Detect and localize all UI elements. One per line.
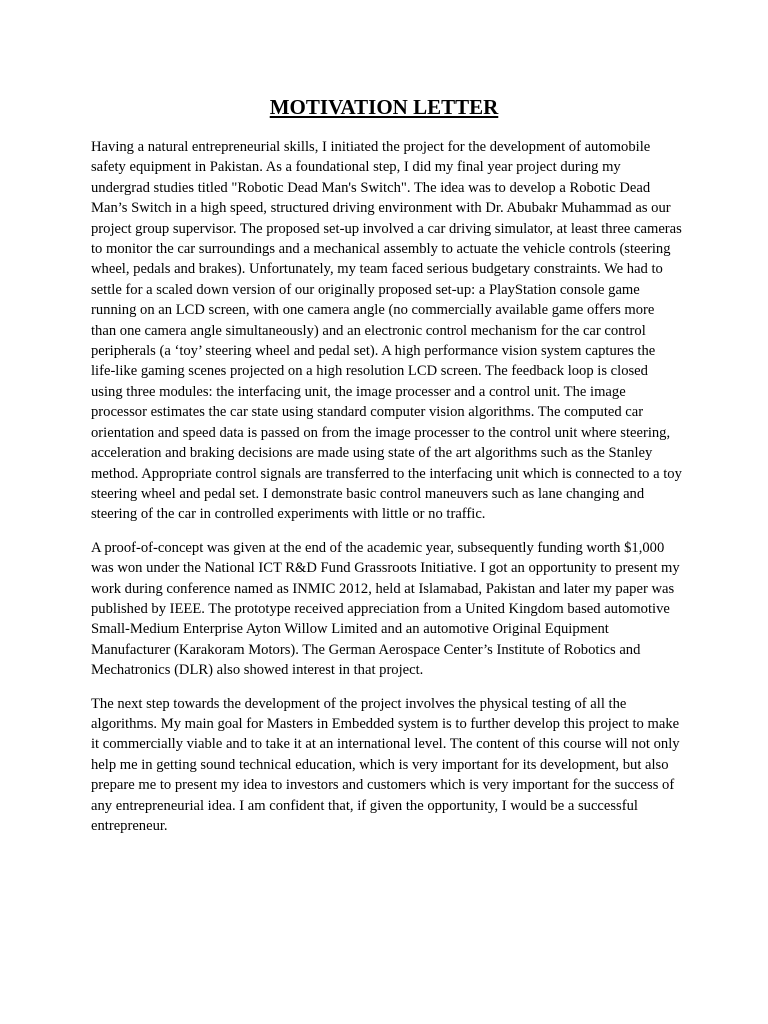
- paragraph-2: A proof-of-concept was given at the end of the academic year, subsequently funding worth $1,000 was won under the National ICT R&D Fund Grassroots Initiative. I got an opportunity to present my work during conference named as INMIC 2012, held at Islamabad, Pakistan and later my paper was published by IEEE. The prototype received appreciation from a United Kingdom based automotive Small-Medium Enterprise Ayton Willow Limited and an automotive Original Equipment Manufacturer (Karakoram Motors). The German Aerospace Center’s Institute of Robotics and Mechatronics (DLR) also showed interest in that project.: [91, 539, 680, 679]
- paragraph-3: The next step towards the development of the project involves the physical testing of all the algorithms. My main goal for Masters in Embedded system is to further develop this project to make it commercially viable and to take it at an international level. The content of this course will not only help me in getting sound technical education, which is very important for its development, but also prepare me to present my idea to investors and customers which is very important for the success of any entrepreneurial idea. I am confident that, if given the opportunity, I would be a successful entrepreneur.: [91, 695, 680, 834]
- paragraph-1: Having a natural entrepreneurial skills, I initiated the project for the development of automobile safety equipment in Pakistan. As a foundational step, I did my final year project during my undergrad studies titled "Robotic Dead Man's Switch". The idea was to develop a Robotic Dead Man’s Switch in a high speed, structured driving environment with Dr. Abubakr Muhammad as our project group supervisor. The proposed set-up involved a car driving simulator, at least three cameras to monitor the car surroundings and a mechanical assembly to actuate the vehicle controls (steering wheel, pedals and brakes). Unfortunately, my team faced serious budgetary constraints. We had to settle for a scaled down version of our originally proposed set-up: a PlayStation console game running on an LCD screen, with one camera angle (no commercially available game offers more than one camera angle simultaneously) and an electronic control mechanism for the car control peripherals (a ‘toy’ steering wheel and pedal set). A high performance vision system captures the life-like gaming scenes projected on a high resolution LCD screen. The feedback loop is closed using three modules: the interfacing unit, the image processer and a control unit. The image processor estimates the car state using standard computer vision algorithms. The computed car orientation and speed data is passed on from the image processer to the control unit where steering, acceleration and braking decisions are made using state of the art algorithms such as the Stanley method. Appropriate control signals are transferred to the interfacing unit which is connected to a toy steering wheel and pedal set. I demonstrate basic control maneuvers such as lane changing and steering of the car in controlled experiments with little or no traffic.: [91, 139, 682, 523]
- document-title: MOTIVATION LETTER: [269, 95, 499, 119]
- document-body: [91, 137, 683, 849]
